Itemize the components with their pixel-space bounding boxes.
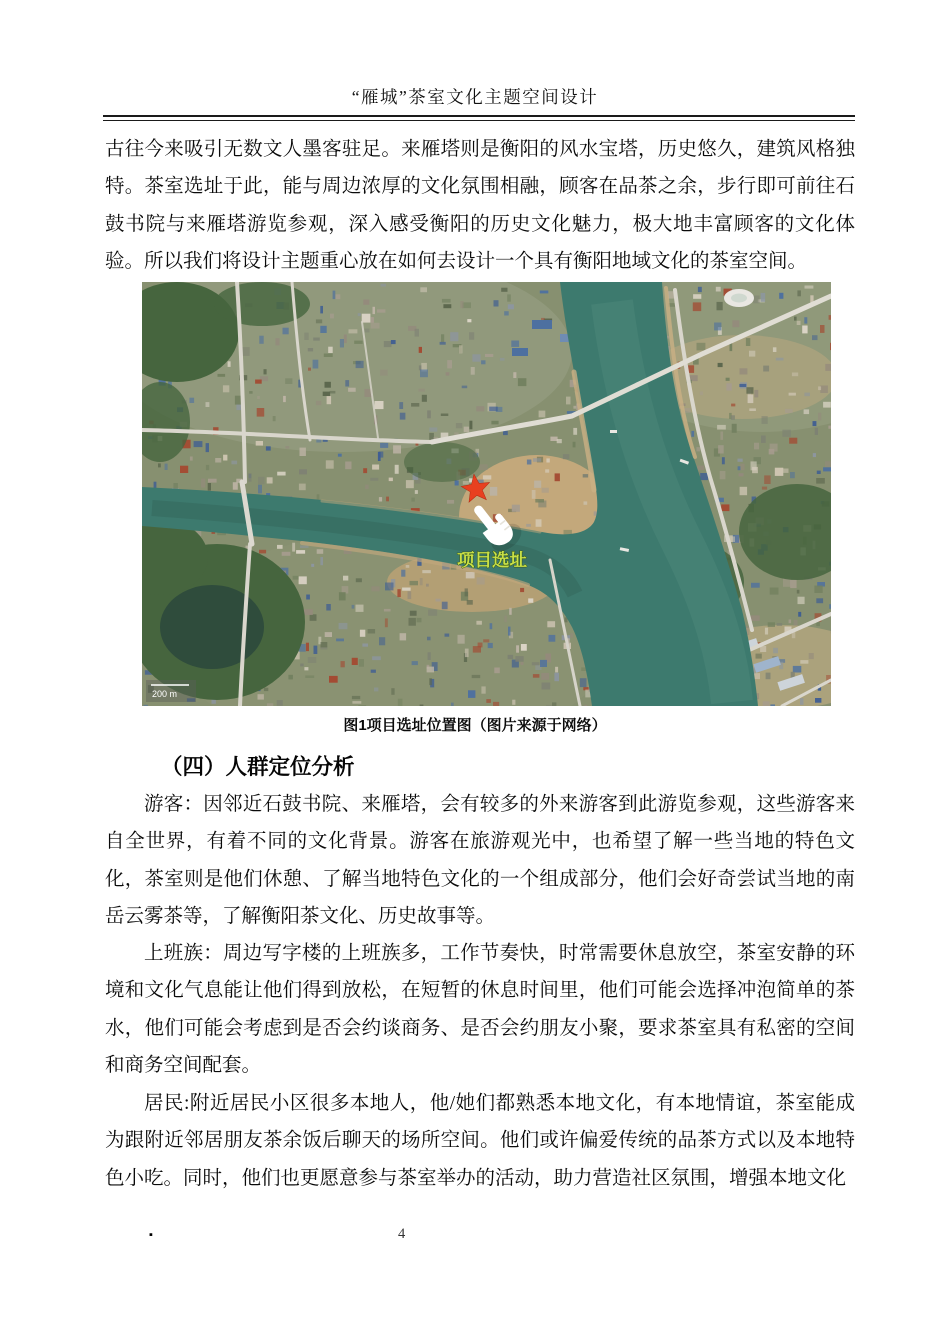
satellite-map	[142, 282, 831, 706]
site-map-figure	[142, 282, 831, 706]
paragraph-residents: 居民:附近居民小区很多本地人，他/她们都熟悉本地文化，有本地情谊，茶室能成为跟附近邻居朋友茶余饭后聊天的场所空间。他们或许偏爱传统的品茶方式以及本地特色小吃。同时，他们也更愿意参与茶室举办的活动，助力营造社区氛围，增强本地文化	[105, 1093, 855, 1189]
section-heading: （四）人群定位分析	[161, 755, 355, 779]
header-rule	[103, 115, 855, 121]
paragraph-office-workers: 上班族：周边写字楼的上班族多，工作节奏快，时常需要休息放空，茶室安静的环境和文化气息能让他们得到放松，在短暂的休息时间里，他们可能会选择冲泡简单的茶水，他们可能会考虑到是否会约谈商务、是否会约朋友小聚，要求茶室具有私密的空间和商务空间配套。	[105, 943, 855, 1077]
figure-caption: 图1项目选址位置图（图片来源于网络）	[343, 717, 607, 734]
scale-label: 200 m	[152, 689, 178, 699]
page-number: 4	[398, 1226, 406, 1242]
footer-bullet: ▪	[149, 1229, 153, 1241]
site-label: 项目选址	[457, 550, 527, 570]
map-scale-bar	[146, 680, 196, 702]
paragraph-tourists: 游客：因邻近石鼓书院、来雁塔，会有较多的外来游客到此游览参观，这些游客来自全世界，有着不同的文化背景。游客在旅游观光中，也希望了解一些当地的特色文化，茶室则是他们休憩、了解当地特色文化的一个组成部分，他们会好奇尝试当地的南岳云雾茶等，了解衡阳茶文化、历史故事等。	[105, 794, 855, 928]
header-title: “雁城”茶室文化主题空间设计	[351, 87, 599, 107]
paragraph-intro: 古往今来吸引无数文人墨客驻足。来雁塔则是衡阳的风水宝塔，历史悠久，建筑风格独特。茶室选址于此，能与周边浓厚的文化氛围相融，顾客在品茶之余，步行即可前往石鼓书院与来雁塔游览参观，深入感受衡阳的历史文化魅力，极大地丰富顾客的文化体验。所以我们将设计主题重心放在如何去设计一个具有衡阳地域文化的茶室空间。	[105, 139, 855, 273]
